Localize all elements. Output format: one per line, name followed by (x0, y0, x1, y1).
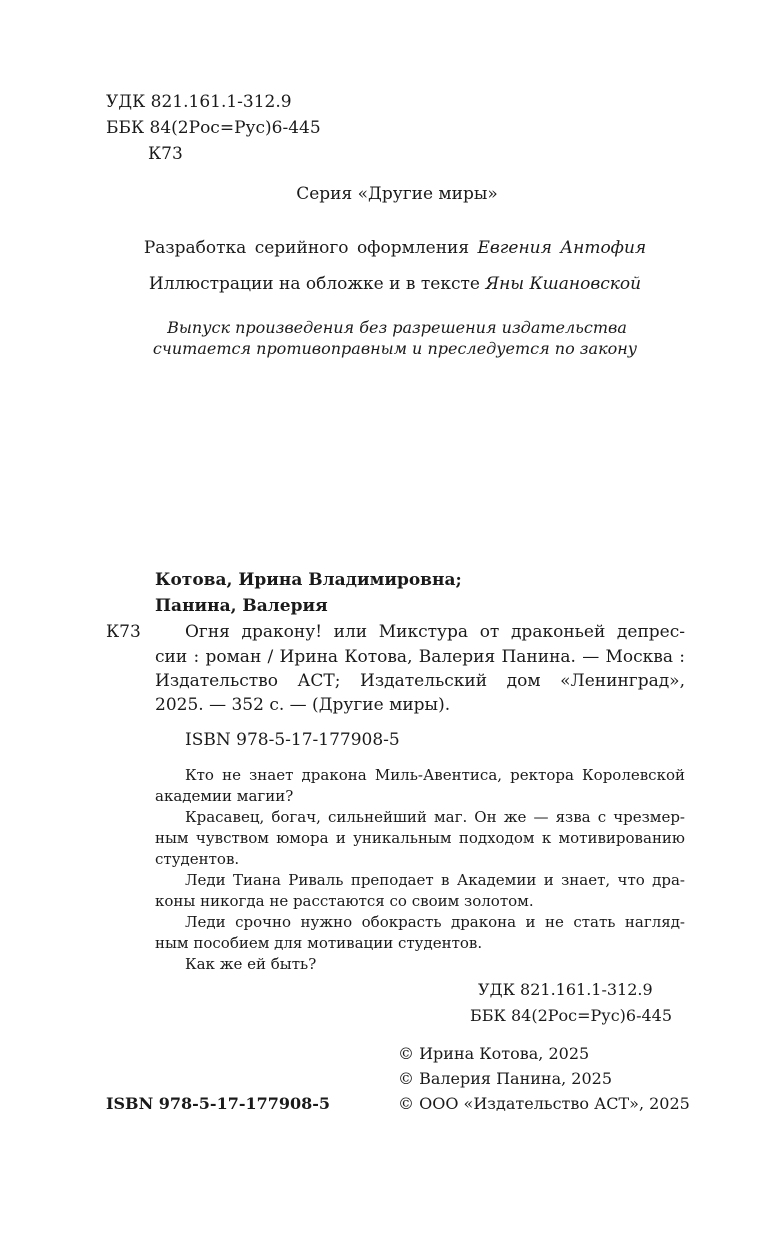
annotation-line-7: коны никогда не расстаются со своим золотом. (155, 892, 534, 910)
copyright-2: © Валерия Панина, 2025 (398, 1069, 613, 1088)
design-credit-name: Евгения Антофия (477, 238, 647, 258)
udk-code: УДК 821.161.1-312.9 (106, 92, 292, 112)
design-credit-label: Разработка серийного оформления (143, 238, 470, 258)
annotation-line-9: ным пособием для мотивации студентов. (155, 934, 483, 952)
author-2: Панина, Валерия (155, 596, 328, 616)
design-credit (0, 238, 768, 258)
annotation-line-10: Как же ей быть? (185, 955, 317, 973)
annotation-line-5: студентов. (155, 850, 240, 868)
annotation-line-6: Леди Тиана Риваль преподает в Академии и знает, что дра- (185, 871, 685, 889)
isbn-line: ISBN 978-5-17-177908-5 (185, 730, 400, 750)
illustrations-credit-label: Иллюстрации на обложке и в тексте (148, 274, 480, 294)
legal-notice-line-2: считается противоправным и преследуется по закону (152, 339, 638, 358)
illustrations-credit-name: Яны Кшановской (485, 274, 642, 294)
isbn-bold: ISBN 978-5-17-177908-5 (106, 1094, 331, 1113)
bbk-code: ББК 84(2Рос=Рус)6-445 (106, 118, 321, 138)
annotation-line-3: Красавец, богач, сильнейший маг. Он же — язва с чрезмер- (185, 808, 685, 826)
footer-bbk-code: ББК 84(2Рос=Рус)6-445 (470, 1006, 673, 1025)
footer-udk-code: УДК 821.161.1-312.9 (478, 980, 653, 999)
illustrations-credit (0, 274, 768, 294)
bibliographic-line-1: Огня дракону! или Микстура от драконьей депрес- (185, 622, 685, 642)
copyright-3: © ООО «Издательство АСТ», 2025 (398, 1094, 690, 1113)
bibliographic-line-3: Издательство АСТ; Издательский дом «Ленинград», (155, 671, 685, 691)
author-mark: К73 (148, 144, 183, 164)
bibliographic-line-2: сии : роман / Ирина Котова, Валерия Панина. — Москва : (155, 647, 685, 667)
legal-notice-line-1: Выпуск произведения без разрешения издательства (167, 318, 627, 337)
author-1: Котова, Ирина Владимировна; (155, 570, 462, 590)
annotation-line-8: Леди срочно нужно обокрасть дракона и не стать нагляд- (185, 913, 685, 931)
series-title: Серия «Другие миры» (296, 184, 498, 204)
annotation-line-1: Кто не знает дракона Миль-Авентиса, ректора Королевской (185, 766, 685, 784)
annotation-line-2: академии магии? (155, 787, 294, 805)
annotation-line-4: ным чувством юмора и уникальным подходом к мотивированию (155, 829, 685, 847)
catalog-mark: К73 (106, 622, 141, 642)
bibliographic-line-4: 2025. — 352 с. — (Другие миры). (155, 695, 451, 715)
copyright-1: © Ирина Котова, 2025 (398, 1044, 590, 1063)
